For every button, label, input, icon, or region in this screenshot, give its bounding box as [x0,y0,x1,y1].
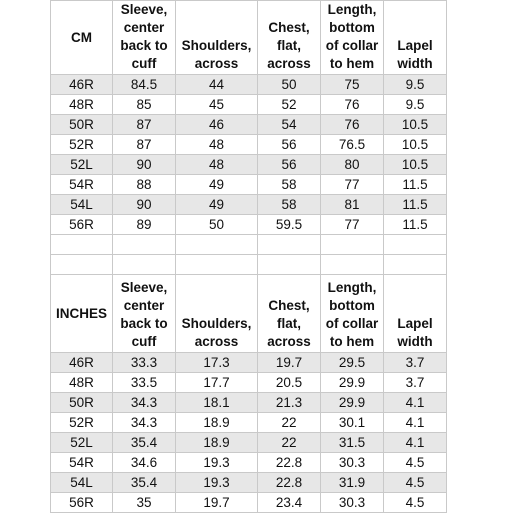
column-header-line: Chest, [268,298,310,313]
column-header-line: center [123,20,165,35]
table-row [51,215,447,235]
size-cell[interactable]: 46R [51,75,113,95]
column-header-line: back to [120,38,168,53]
measurement-cell[interactable]: 80 [321,155,384,175]
measurement-cell[interactable]: 19.3 [176,453,258,473]
table-row [51,393,447,413]
measurement-cell[interactable]: 76 [321,115,384,135]
empty-cell[interactable] [176,255,258,275]
size-cell[interactable]: 56R [51,215,113,235]
measurement-cell[interactable]: 35.4 [113,433,176,453]
measurement-cell[interactable]: 29.9 [321,373,384,393]
measurement-cell[interactable]: 4.5 [384,493,447,513]
column-header-line: Sleeve, [120,280,168,295]
column-header-line: across [267,56,311,71]
cm-unit-label[interactable]: CM [51,1,113,75]
empty-cell[interactable] [258,255,321,275]
table-row [51,115,447,135]
column-header-line: across [267,334,311,349]
measurement-cell[interactable]: 30.3 [321,453,384,473]
size-cell[interactable]: 54L [51,195,113,215]
column-header-line: back to [120,316,168,331]
measurement-cell[interactable]: 30.1 [321,413,384,433]
size-cell[interactable]: 52L [51,155,113,175]
size-cell[interactable]: 56R [51,493,113,513]
measurement-cell[interactable]: 19.7 [176,493,258,513]
measurement-cell[interactable]: 44 [176,75,258,95]
empty-cell[interactable] [51,255,113,275]
measurement-cell[interactable]: 11.5 [384,175,447,195]
measurement-cell[interactable]: 33.3 [113,353,176,373]
measurement-cell[interactable]: 22.8 [258,473,321,493]
column-header-line: width [397,56,433,71]
column-header-line: Lapel [397,316,433,331]
measurement-cell[interactable]: 75 [321,75,384,95]
column-header-line: across [194,56,239,71]
column-header[interactable] [258,275,321,353]
measurement-cell[interactable]: 31.5 [321,433,384,453]
column-header-line: cuff [131,56,157,71]
inches-header-row [51,275,447,353]
measurement-cell[interactable]: 29.9 [321,393,384,413]
inches-unit-label[interactable]: INCHES [51,275,113,353]
measurement-cell[interactable]: 33.5 [113,373,176,393]
cm-header-row [51,1,447,75]
table-row [51,413,447,433]
measurement-cell[interactable]: 9.5 [384,75,447,95]
measurement-cell[interactable]: 35 [113,493,176,513]
measurement-cell[interactable]: 18.9 [176,413,258,433]
measurement-cell[interactable]: 34.3 [113,393,176,413]
column-header-line: center [123,298,165,313]
empty-cell[interactable] [384,235,447,255]
table-row [51,353,447,373]
measurement-cell[interactable]: 23.4 [258,493,321,513]
table-row [51,493,447,513]
measurement-cell[interactable]: 4.1 [384,393,447,413]
column-header-line: Shoulders, [181,316,252,331]
measurement-cell[interactable]: 3.7 [384,353,447,373]
column-header-line: cuff [131,334,157,349]
size-cell[interactable]: 52R [51,135,113,155]
measurement-cell[interactable]: 77 [321,215,384,235]
column-header-line: bottom [329,20,375,35]
empty-cell[interactable] [113,235,176,255]
empty-cell[interactable] [321,255,384,275]
empty-spacer-row [51,255,447,275]
table-row [51,195,447,215]
column-header-line: Shoulders, [181,38,252,53]
size-cell[interactable]: 48R [51,95,113,115]
measurement-cell[interactable]: 11.5 [384,215,447,235]
column-header[interactable] [176,275,258,353]
measurement-cell[interactable]: 81 [321,195,384,215]
empty-cell[interactable] [176,235,258,255]
size-cell[interactable]: 48R [51,373,113,393]
size-chart-spreadsheet [50,0,447,513]
column-header[interactable] [321,275,384,353]
empty-cell[interactable] [321,235,384,255]
table-row [51,373,447,393]
column-header-line: of collar [325,316,379,331]
measurement-cell[interactable]: 22 [258,413,321,433]
measurement-cell[interactable]: 4.1 [384,433,447,453]
size-cell[interactable]: 50R [51,393,113,413]
measurement-cell[interactable]: 89 [113,215,176,235]
measurement-cell[interactable]: 19.7 [258,353,321,373]
column-header-line: to hem [329,56,375,71]
column-header-line: Sleeve, [120,2,168,17]
column-header[interactable] [321,1,384,75]
column-header-line: bottom [329,298,375,313]
measurement-cell[interactable]: 58 [258,175,321,195]
empty-cell[interactable] [51,235,113,255]
measurement-cell[interactable]: 22 [258,433,321,453]
measurement-cell[interactable]: 10.5 [384,155,447,175]
empty-cell[interactable] [384,255,447,275]
measurement-cell[interactable]: 31.9 [321,473,384,493]
measurement-cell[interactable]: 90 [113,155,176,175]
column-header[interactable] [384,1,447,75]
measurement-cell[interactable]: 85 [113,95,176,115]
empty-cell[interactable] [258,235,321,255]
measurement-cell[interactable]: 58 [258,195,321,215]
measurement-cell[interactable]: 87 [113,115,176,135]
measurement-cell[interactable]: 34.6 [113,453,176,473]
measurement-cell[interactable]: 20.5 [258,373,321,393]
measurement-cell[interactable]: 52 [258,95,321,115]
size-cell[interactable]: 46R [51,353,113,373]
measurement-cell[interactable]: 9.5 [384,95,447,115]
measurement-cell[interactable]: 4.5 [384,453,447,473]
column-header-line: to hem [329,334,375,349]
measurement-cell[interactable]: 18.1 [176,393,258,413]
measurement-cell[interactable]: 17.3 [176,353,258,373]
measurement-cell[interactable]: 3.7 [384,373,447,393]
table-row [51,175,447,195]
table-row [51,135,447,155]
measurement-cell[interactable]: 76 [321,95,384,115]
empty-spacer-row [51,235,447,255]
column-header[interactable] [384,275,447,353]
table-row [51,473,447,493]
column-header-line: width [397,334,433,349]
measurement-cell[interactable]: 34.3 [113,413,176,433]
column-header-line: of collar [325,38,379,53]
measurement-cell[interactable]: 46 [176,115,258,135]
column-header-line: Length, [327,280,377,295]
size-cell[interactable]: 54R [51,453,113,473]
measurement-cell[interactable]: 48 [176,155,258,175]
measurement-cell[interactable]: 50 [258,75,321,95]
size-chart-body [51,1,447,513]
measurement-cell[interactable]: 10.5 [384,135,447,155]
measurement-cell[interactable]: 29.5 [321,353,384,373]
column-header-line: Lapel [397,38,433,53]
size-cell[interactable]: 54L [51,473,113,493]
size-cell[interactable]: 54R [51,175,113,195]
size-cell[interactable]: 52R [51,413,113,433]
measurement-cell[interactable]: 56 [258,155,321,175]
column-header[interactable] [258,1,321,75]
column-header-line: flat, [276,316,301,331]
measurement-cell[interactable]: 4.1 [384,413,447,433]
measurement-cell[interactable]: 45 [176,95,258,115]
column-header-line: Chest, [268,20,310,35]
table-row [51,75,447,95]
table-row [51,453,447,473]
size-cell[interactable]: 50R [51,115,113,135]
measurement-cell[interactable]: 17.7 [176,373,258,393]
measurement-cell[interactable]: 54 [258,115,321,135]
measurement-cell[interactable]: 48 [176,135,258,155]
column-header[interactable] [113,1,176,75]
measurement-cell[interactable]: 49 [176,195,258,215]
column-header-line: Length, [327,2,377,17]
measurement-cell[interactable]: 35.4 [113,473,176,493]
measurement-cell[interactable]: 10.5 [384,115,447,135]
measurement-cell[interactable]: 59.5 [258,215,321,235]
measurement-cell[interactable]: 19.3 [176,473,258,493]
column-header-line: flat, [276,38,301,53]
table-row [51,155,447,175]
empty-cell[interactable] [113,255,176,275]
measurement-cell[interactable]: 11.5 [384,195,447,215]
measurement-cell[interactable]: 30.3 [321,493,384,513]
measurement-cell[interactable]: 49 [176,175,258,195]
table-row [51,433,447,453]
measurement-cell[interactable]: 76.5 [321,135,384,155]
column-header[interactable] [113,275,176,353]
measurement-cell[interactable]: 87 [113,135,176,155]
measurement-cell[interactable]: 4.5 [384,473,447,493]
measurement-cell[interactable]: 18.9 [176,433,258,453]
measurement-cell[interactable]: 84.5 [113,75,176,95]
measurement-cell[interactable]: 88 [113,175,176,195]
measurement-cell[interactable]: 77 [321,175,384,195]
column-header[interactable] [176,1,258,75]
measurement-cell[interactable]: 90 [113,195,176,215]
column-header-line: across [194,334,239,349]
size-cell[interactable]: 52L [51,433,113,453]
measurement-cell[interactable]: 22.8 [258,453,321,473]
table-row [51,95,447,115]
measurement-cell[interactable]: 21.3 [258,393,321,413]
measurement-cell[interactable]: 50 [176,215,258,235]
measurement-cell[interactable]: 56 [258,135,321,155]
